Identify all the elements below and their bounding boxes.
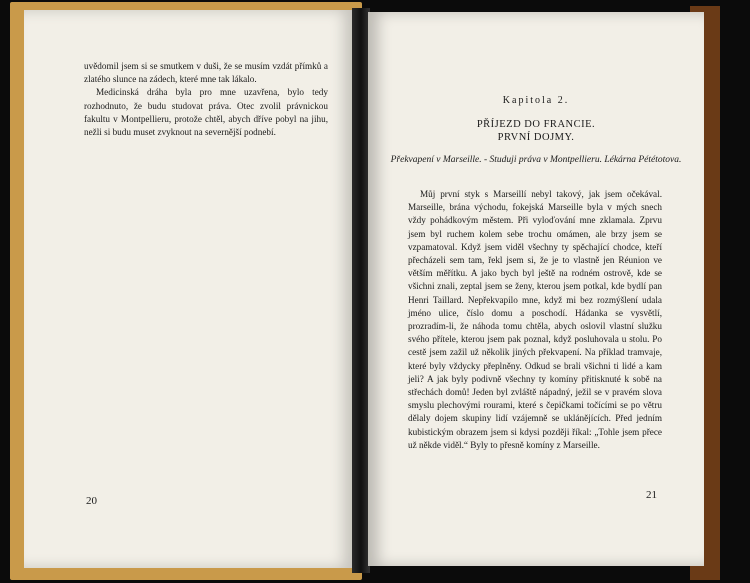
page-number-right: 21 bbox=[646, 489, 657, 501]
chapter-title-line-1: PŘÍJEZD DO FRANCIE. bbox=[476, 119, 596, 130]
left-page bbox=[24, 10, 354, 568]
left-paragraph-1: uvědomil jsem si se smutkem v duši, že se musím vzdát přímků a zlatého slunce na zádech, které mne tak lákalo. bbox=[84, 61, 328, 85]
right-page bbox=[368, 12, 704, 566]
right-page-body bbox=[408, 188, 662, 452]
chapter-subtitle: Překvapení v Marseille. - Studuji práva v Montpellieru. Lékárna Pététotova. bbox=[390, 155, 682, 165]
chapter-title-line-2: PRVNÍ DOJMY. bbox=[497, 132, 575, 143]
right-paragraph: Můj první styk s Marseillí nebyl takový, jak jsem očekával. Marseille, brána východu, fokejská Marseille byla v mých snech vždy pohádkovým městem. Při vyloďování mne zklamala. Zprvu jsem byl ruchem kolem sebe trochu omámen, ale brzy jsem se vzpamatoval. Když jsem viděl všechny ty spěchající chodce, kteří přecházeli sem tam, řekl jsem si, že je to vlastně jen Réunion ve větším měřítku. A jako bych byl ještě na rodném ostrově, kde se všichni znali, zeptal jsem se ženy, kterou jsem potkal, kde bydlí pan Henri Taillard. Nepřekvapilo mne, když mi bez rozmýšlení udala jméno ulice, číslo domu a poschodí. Hádanka se vysvětlí, prozradím-li, že náhoda tomu chtěla, abych oslovil vlastní služku svého přítele, kterou jsem pak poznal, když posluhovala u stolu. Po cestě jsem zažil už několik jiných překvapení. Na příklad tramvaje, které byly vždycky přeplněny. Odkud se brali všichni ti lidé a kam jeli? A jak byly podivně všechny ty komíny přitisknuté k sobě na střechách domů! Jeden byl zvláště nápadný, ježil se v pravém slova smyslu plechovými rourami, které s čepičkami točícími se po větru dělaly dojem skupiny lidí vzájemně se uklánějících. Před jedním kubistickým obrazem jsem si kdysi později říkal: „Tohle jsem přece už někde viděl.“ Byly to přesně komíny z Marseille. bbox=[408, 189, 662, 450]
left-paragraph-2: Medicinská dráha byla pro mne uzavřena, bylo tedy rozhodnuto, že budu studovat práva. Otec zvolil právnickou fakultu v Montpellieru, protože chtěl, abych dříve pobyl na jihu, nežli si budu muset zvyknout na severnější podnebí. bbox=[84, 87, 328, 138]
chapter-title bbox=[368, 118, 704, 144]
left-page-text bbox=[84, 60, 328, 139]
page-number-left: 20 bbox=[86, 495, 97, 507]
chapter-label: Kapitola 2. bbox=[502, 95, 570, 106]
